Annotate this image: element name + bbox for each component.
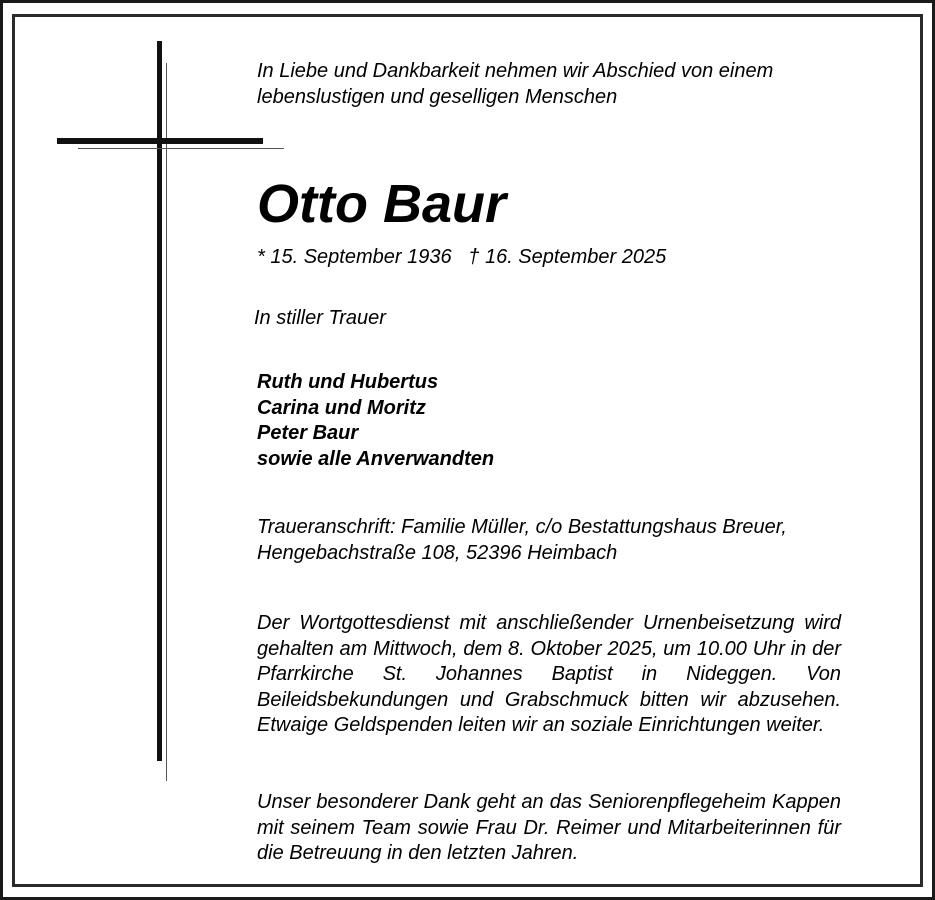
cross-horizontal-bar [57, 138, 263, 144]
cross-vertical-shadow-line [166, 63, 167, 781]
mourner-entry: sowie alle Anverwandten [257, 447, 495, 470]
death-date: † 16. September 2025 [468, 246, 667, 268]
life-dates [257, 245, 841, 271]
funeral-service-info: Der Wortgottesdienst mit anschließender Urnenbeisetzung wird gehalten am Mittwoch, dem 8. Oktober 2025, um 10.00 Uhr in der Pfarrkirche St. Johannes Baptist in Nideggen. Von Beileidsbekundungen und Grabschmuck bitten wir abzusehen. Etwaige Geldspenden leiten wir an soziale Einrichtungen weiter. [257, 612, 841, 736]
mourner-entry: Ruth und Hubertus [257, 371, 439, 393]
thanks-text: Unser besonderer Dank geht an das Seniorenpflegeheim Kappen mit seinem Team sowie Frau Dr. Reimer und Mitarbeiterinnen für die Betreuung in den letzten Jahren. [257, 791, 841, 864]
cross-vertical-bar [157, 41, 162, 761]
mourner-entry: Carina und Moritz [257, 396, 426, 419]
mourner-entry: Peter Baur [257, 422, 359, 444]
cross-horizontal-shadow-line [78, 148, 284, 149]
intro-text: In Liebe und Dankbarkeit nehmen wir Abschied von einem lebenslustigen und geselligen Menschen [257, 60, 774, 108]
deceased-name: Otto Baur [257, 174, 506, 234]
birth-date: * 15. September 1936 [257, 246, 452, 268]
mourning-phrase: In stiller Trauer [254, 307, 386, 329]
mourning-address: Traueranschrift: Familie Müller, c/o Bestattungshaus Breuer, Hengebachstraße 108, 52396 Heimbach [257, 516, 787, 564]
mourners-list [257, 370, 841, 472]
